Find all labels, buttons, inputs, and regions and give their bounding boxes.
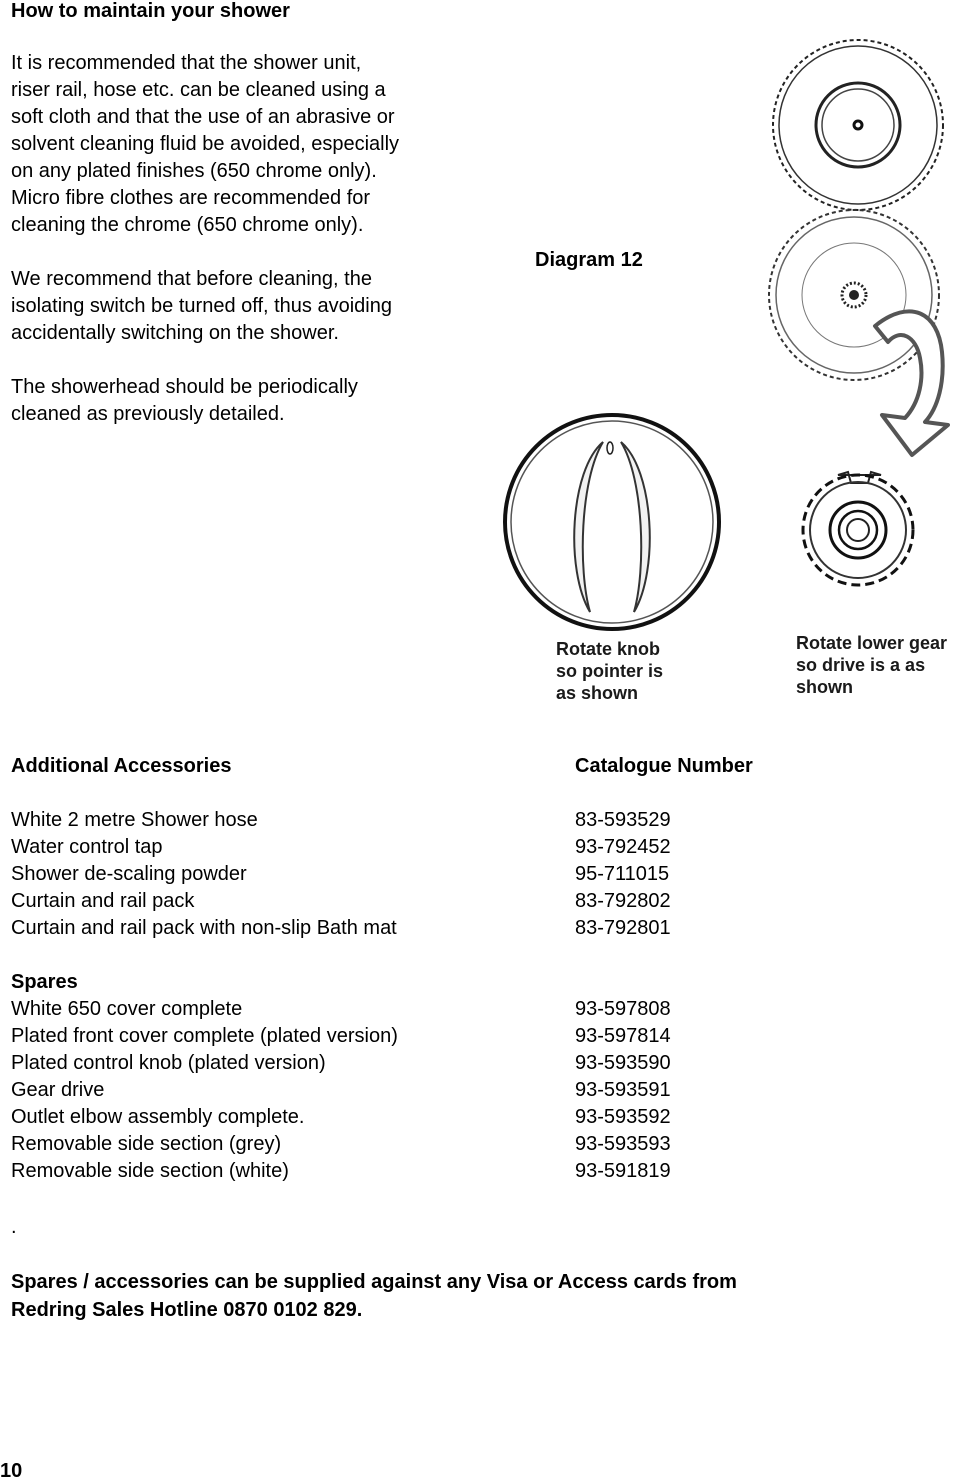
accessory-number: 83-792801 (575, 917, 671, 939)
middle-gear-icon (769, 210, 939, 380)
accessory-name: Curtain and rail pack (11, 890, 195, 912)
spare-row (11, 996, 951, 1023)
spare-number: 93-593591 (575, 1079, 671, 1101)
spare-row (11, 1158, 951, 1185)
accessory-number: 83-593529 (575, 809, 671, 831)
diagram-label: Diagram 12 (535, 249, 643, 271)
accessories-list (11, 807, 951, 942)
accessory-number: 93-792452 (575, 836, 671, 858)
spare-number: 93-593590 (575, 1052, 671, 1074)
accessories-heading: Additional Accessories (11, 755, 232, 777)
accessory-row (11, 807, 951, 834)
accessory-row (11, 861, 951, 888)
spare-row (11, 1050, 951, 1077)
spare-number: 93-597808 (575, 998, 671, 1020)
accessory-row (11, 915, 951, 942)
maintain-paragraph-2: We recommend that before cleaning, the isolating switch be turned off, thus avoiding accidentally switching on the shower. (11, 268, 392, 344)
spare-row (11, 1077, 951, 1104)
knob-caption: Rotate knob so pointer is as shown (556, 639, 664, 703)
diagram-12-illustration (480, 30, 960, 670)
spares-list (11, 996, 951, 1185)
spare-name: Removable side section (white) (11, 1160, 289, 1182)
page-number: 10 (0, 1460, 23, 1482)
accessory-number: 83-792802 (575, 890, 671, 912)
spare-name: White 650 cover complete (11, 998, 243, 1020)
spare-row (11, 1104, 951, 1131)
footer-note: Spares / accessories can be supplied against any Visa or Access cards from Redring Sales Hotline 0870 0102 829. (11, 1271, 737, 1321)
spare-number: 93-597814 (575, 1025, 671, 1047)
accessory-row (11, 888, 951, 915)
spare-row (11, 1023, 951, 1050)
maintain-heading: How to maintain your shower (11, 0, 290, 22)
maintain-paragraph-3: The showerhead should be periodically cleaned as previously detailed. (11, 376, 358, 425)
upper-gear-icon (773, 40, 943, 210)
catalogue-number-heading: Catalogue Number (575, 755, 753, 777)
accessory-name: Shower de-scaling powder (11, 863, 247, 885)
maintain-paragraph-1: It is recommended that the shower unit, riser rail, hose etc. can be cleaned using a soft cloth and that the use of an abrasive or solvent cleaning fluid be avoided, especially on any plated finishes (650 chrome only). Micro fibre clothes are recommended for cleaning the chrome (650 chrome only). (11, 52, 400, 236)
accessory-name: White 2 metre Shower hose (11, 809, 258, 831)
accessory-row (11, 834, 951, 861)
spare-name: Outlet elbow assembly complete. (11, 1106, 305, 1128)
accessory-number: 95-711015 (575, 863, 670, 885)
spare-number: 93-593593 (575, 1133, 671, 1155)
rotate-arrow-icon (875, 311, 948, 455)
accessory-name: Water control tap (11, 836, 163, 858)
accessory-name: Curtain and rail pack with non-slip Bath mat (11, 917, 397, 939)
spare-name: Gear drive (11, 1079, 105, 1101)
spare-name: Plated front cover complete (plated version) (11, 1025, 398, 1047)
spare-name: Plated control knob (plated version) (11, 1052, 326, 1074)
stray-dot: . (11, 1216, 17, 1238)
gear-caption: Rotate lower gear so drive is a as shown (796, 633, 948, 697)
spares-heading: Spares (11, 971, 78, 993)
spare-row (11, 1131, 951, 1158)
spare-name: Removable side section (grey) (11, 1133, 282, 1155)
lower-gear-icon (803, 472, 913, 585)
spare-number: 93-591819 (575, 1160, 671, 1182)
control-knob-icon (505, 415, 719, 629)
spare-number: 93-593592 (575, 1106, 671, 1128)
